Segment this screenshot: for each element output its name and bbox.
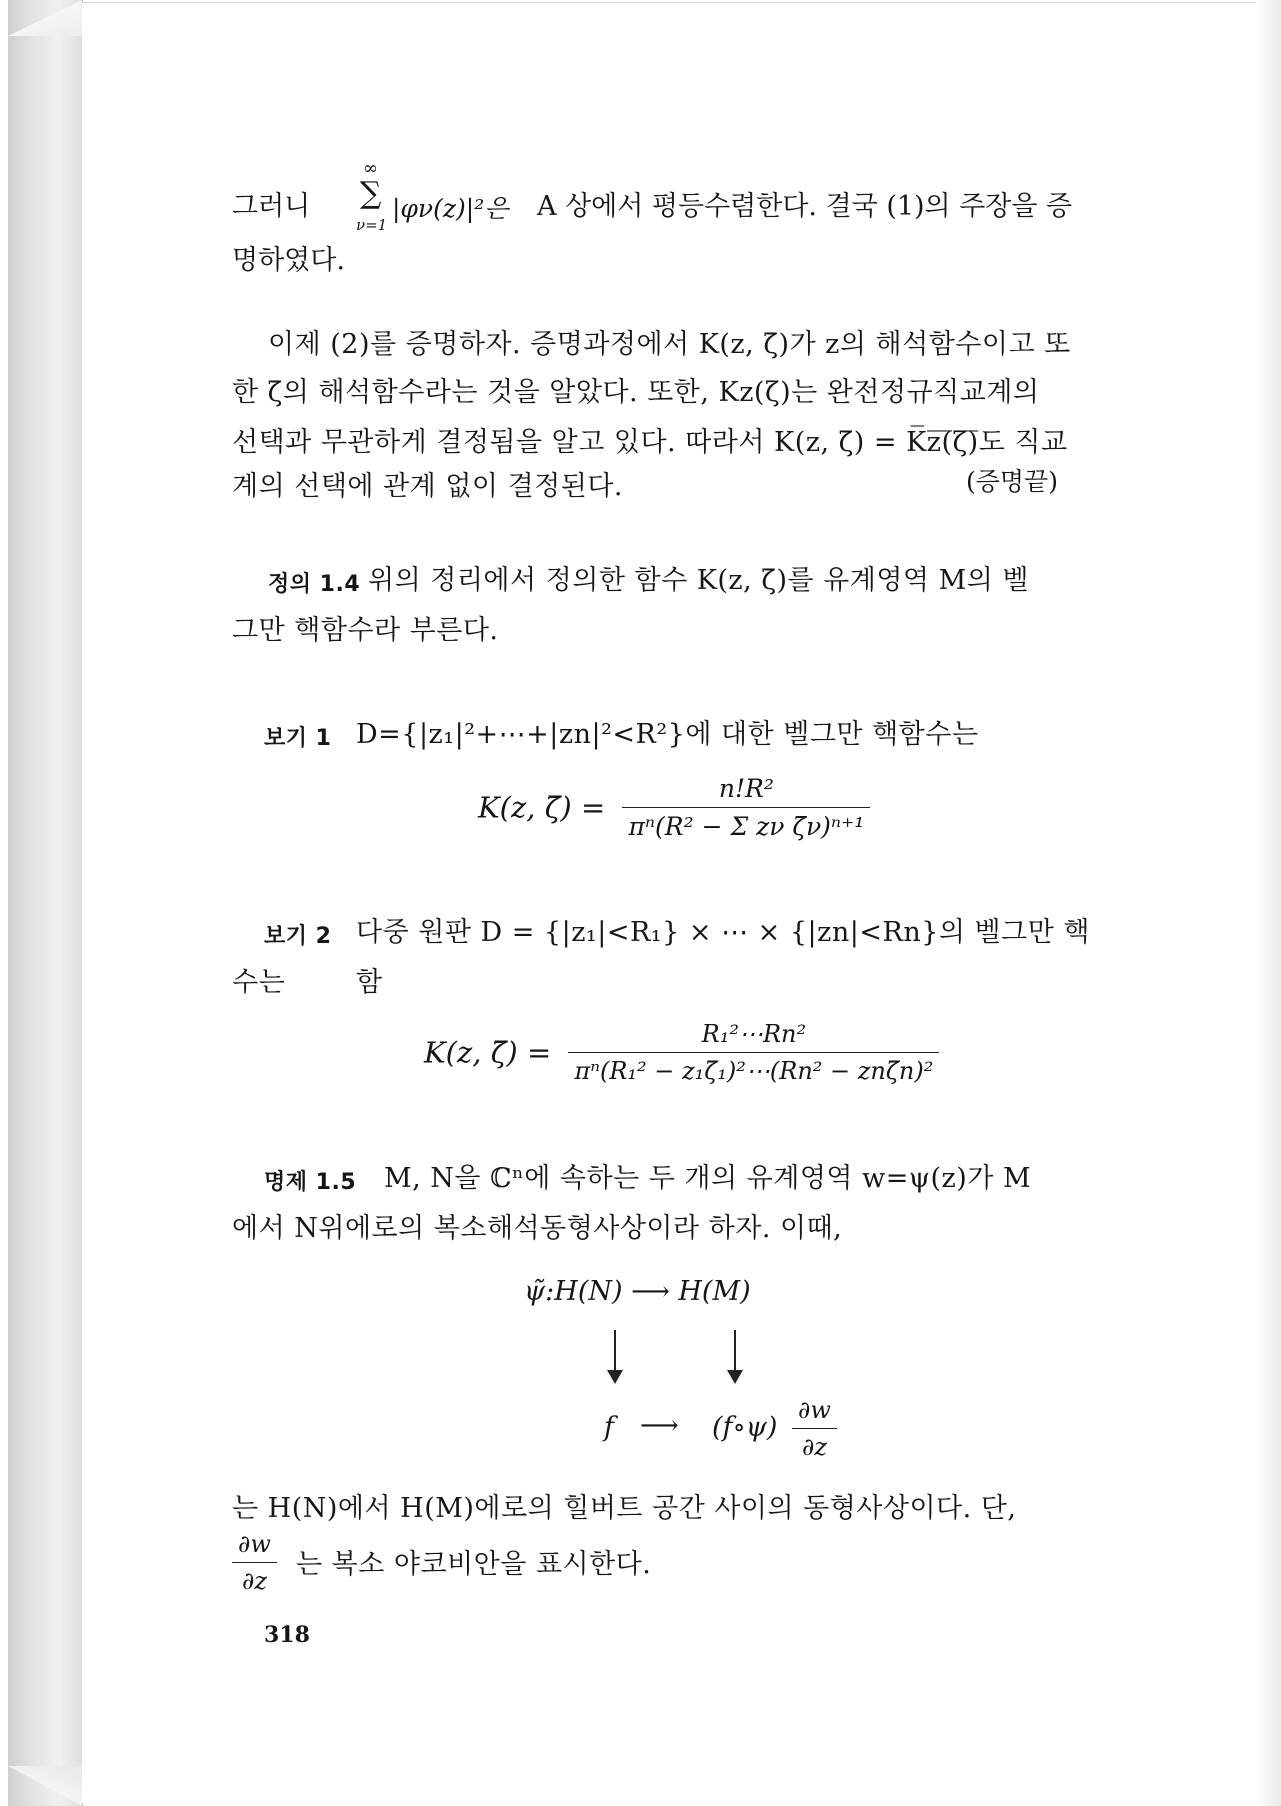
diagram-frac-denominator: ∂z — [801, 1433, 827, 1461]
example2-formula — [424, 1020, 939, 1085]
diagram-bottom-right: (f∘ψ) — [712, 1412, 778, 1443]
proposition-line2: 에서 N위에로의 복소해석동형사상이라 하자. 이때, — [232, 1213, 843, 1244]
example2-line1: 다중 원판 D = {|z₁|<R₁} × ⋯ × {|zn|<Rn}의 벨그만 핵함 — [356, 917, 1090, 998]
example2-numerator: R₁²⋯Rn² — [568, 1020, 939, 1053]
diagram-bottom-arrow: ⟶ — [640, 1410, 679, 1441]
para1-line1-rest: A 상에서 평등수렴한다. 결국 (1)의 주장을 증 — [537, 191, 1073, 222]
page-number: 318 — [264, 1622, 310, 1648]
diagram-left-down-arrow — [614, 1330, 616, 1382]
sum-lower-limit: ν=1 — [356, 216, 388, 234]
page-right-shadow — [1255, 0, 1281, 1806]
example2-label: 보기 2 — [264, 924, 332, 949]
diagram-frac-numerator: ∂w — [792, 1396, 837, 1429]
para2-line3: 선택과 무관하게 결정됨을 알고 있다. 따라서 K(z, ζ̄) = K̅z̅(̅ζ̅)̅도 직교 — [232, 427, 1068, 458]
sum-symbol: ∑ — [360, 176, 382, 211]
para2-line4: 계의 선택에 관계 없이 결정된다. — [232, 471, 623, 502]
jacobian-frac-denominator: ∂z — [241, 1567, 267, 1595]
diagram-right-down-arrow — [734, 1330, 736, 1382]
diagram-bottom-left: f — [604, 1412, 614, 1443]
example1-formula — [478, 774, 870, 841]
definition-line2: 그만 핵함수라 부른다. — [232, 615, 499, 646]
diagram-top-row: ψ̃:H(N) ⟶ H(M) — [524, 1276, 751, 1307]
jacobian-frac-numerator: ∂w — [232, 1530, 277, 1563]
example1-label: 보기 1 — [264, 726, 332, 751]
definition-line1: 위의 정리에서 정의한 함수 K(z, ζ̄)를 유계영역 M의 벨 — [368, 565, 1029, 596]
proposition-line1: M, N을 ℂⁿ에 속하는 두 개의 유계영역 w=ψ(z)가 M — [384, 1163, 1032, 1194]
example1-denominator: πⁿ(R² − Σ zν ζ̄ν)ⁿ⁺¹ — [628, 812, 865, 841]
sum-upper-limit: ∞ — [363, 158, 378, 179]
qed-mark: (증명끝) — [966, 467, 1058, 496]
para1-lead: 그러니 — [232, 191, 311, 222]
proposition-label: 명제 1.5 — [264, 1170, 357, 1195]
book-spine — [8, 0, 83, 1806]
example2-lhs: K(z, ζ̄) = — [424, 1035, 552, 1070]
example1-line1: D={|z₁|²+⋯+|zn|²<R²}에 대한 벨그만 핵함수는 — [356, 719, 979, 750]
para1-line2: 명하였다. — [232, 245, 345, 276]
para2-line1: 이제 (2)를 증명하자. 증명과정에서 K(z, ζ̄)가 z의 해석함수이고 또 — [268, 329, 1071, 360]
para1-expression: |φν(z)|²은 — [392, 194, 509, 223]
example2-denominator: πⁿ(R₁² − z₁ζ̄₁)²⋯(Rn² − znζ̄n)² — [574, 1057, 934, 1085]
definition-label: 정의 1.4 — [268, 572, 361, 597]
example1-lhs: K(z, ζ̄) = — [478, 790, 606, 825]
proposition-after-line2: 는 복소 야코비안을 표시한다. — [296, 1549, 652, 1580]
para2-line2: 한 ζ̄의 해석함수라는 것을 알았다. 또한, Kz(ζ)는 완전정규직교계의 — [232, 377, 1040, 408]
example2-line2: 수는 — [232, 967, 286, 998]
example1-numerator: n!R² — [622, 774, 870, 808]
proposition-after-line1: 는 H(N)에서 H(M)에로의 힐버트 공간 사이의 동형사상이다. 단, — [232, 1493, 1017, 1524]
